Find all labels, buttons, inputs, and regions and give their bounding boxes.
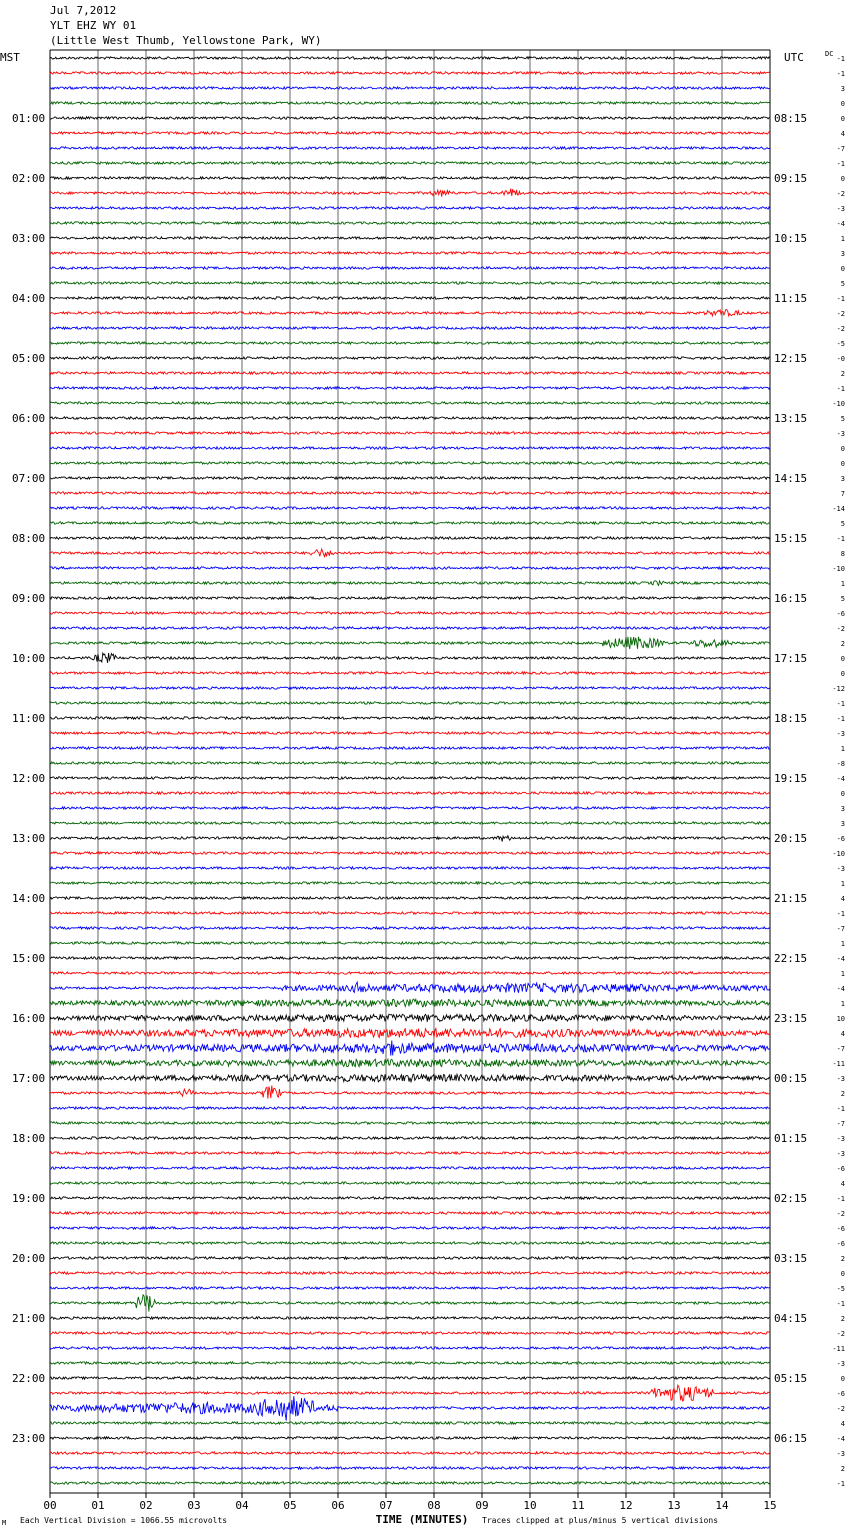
dc-offset-value: -1 [836, 55, 845, 63]
dc-offset-value: -2 [836, 190, 845, 198]
seismic-trace [50, 972, 770, 974]
seismic-trace [50, 432, 770, 434]
seismic-trace [50, 522, 770, 524]
seismic-trace [50, 1227, 770, 1229]
seismic-trace [50, 72, 770, 74]
seismic-trace [50, 549, 770, 557]
seismic-trace [50, 1422, 770, 1424]
seismic-trace [50, 762, 770, 764]
seismic-trace [50, 537, 770, 539]
seismic-trace [50, 777, 770, 779]
dc-offset-value: 3 [840, 805, 845, 813]
utc-hour-label: 05:15 [774, 1372, 808, 1385]
station-name: YLT EHZ WY 01 [50, 19, 137, 32]
dc-offset-value: 5 [840, 415, 845, 423]
seismic-trace [50, 1467, 770, 1469]
utc-hour-label: 19:15 [774, 772, 808, 785]
dc-offset-value: -2 [836, 1405, 845, 1413]
seismic-trace [50, 1317, 770, 1319]
dc-offset-value: -1 [836, 1300, 845, 1308]
seismic-trace [50, 207, 770, 209]
seismic-trace [50, 267, 770, 269]
mst-hour-label: 05:00 [12, 352, 46, 365]
seismic-trace [50, 927, 770, 929]
dc-offset-value: -5 [836, 1285, 845, 1293]
dc-offset-value: 5 [840, 280, 845, 288]
dc-offset-value: 1 [840, 1000, 845, 1008]
mst-hour-label: 08:00 [12, 532, 46, 545]
dc-offset-value: -1 [836, 295, 845, 303]
dc-offset-value: 2 [840, 640, 845, 648]
dc-offset-value: 3 [840, 475, 845, 483]
mst-hour-label: 14:00 [12, 892, 46, 905]
seismic-trace [50, 462, 770, 464]
dc-offset-value: -0 [836, 355, 845, 363]
seismic-trace [50, 310, 770, 316]
mst-hour-label: 06:00 [12, 412, 46, 425]
mst-hour-label: 12:00 [12, 772, 46, 785]
seismic-trace [50, 1137, 770, 1139]
utc-hour-label: 10:15 [774, 232, 808, 245]
dc-offset-value: -4 [836, 220, 845, 228]
dc-offset-value: 2 [840, 1090, 845, 1098]
seismic-trace [50, 653, 770, 663]
dc-offset-value: -7 [836, 1120, 845, 1128]
dc-offset-value: 2 [840, 1465, 845, 1473]
dc-offset-value: -3 [836, 205, 845, 213]
dc-offset-value: 7 [840, 490, 845, 498]
seismic-trace [50, 732, 770, 734]
seismic-trace [50, 999, 770, 1007]
dc-offset-value: -6 [836, 1225, 845, 1233]
dc-offset-value: 3 [840, 85, 845, 93]
seismic-trace [50, 1107, 770, 1109]
dc-offset-value: -1 [836, 1195, 845, 1203]
seismic-trace [50, 807, 770, 809]
dc-offset-value: -6 [836, 610, 845, 618]
seismic-trace [50, 102, 770, 104]
dc-offset-value: 1 [840, 940, 845, 948]
mst-hour-label: 04:00 [12, 292, 46, 305]
seismic-trace [50, 1041, 770, 1056]
dc-offset-value: -3 [836, 730, 845, 738]
seismic-trace [50, 612, 770, 614]
vertical-division-note: Each Vertical Division = 1066.55 microvolts [20, 1516, 228, 1525]
dc-offset-value: -1 [836, 160, 845, 168]
seismic-trace [50, 747, 770, 749]
dc-offset-value: -6 [836, 1240, 845, 1248]
dc-offset-value: -1 [836, 70, 845, 78]
seismic-trace [50, 852, 770, 854]
mst-hour-label: 21:00 [12, 1312, 46, 1325]
dc-offset-value: -14 [832, 505, 845, 513]
x-tick-label: 09 [475, 1499, 489, 1512]
seismic-trace [50, 477, 770, 479]
seismic-trace [50, 1437, 770, 1439]
dc-offset-value: 5 [840, 595, 845, 603]
dc-offset-value: 4 [840, 1180, 845, 1188]
dc-offset-value: 0 [840, 1375, 845, 1383]
seismic-trace [50, 1059, 770, 1067]
x-tick-label: 03 [187, 1499, 201, 1512]
utc-hour-label: 01:15 [774, 1132, 808, 1145]
x-tick-label: 05 [283, 1499, 297, 1512]
station-location: (Little West Thumb, Yellowstone Park, WY) [50, 34, 322, 47]
dc-offset-value: -2 [836, 625, 845, 633]
mst-hour-label: 16:00 [12, 1012, 46, 1025]
dc-offset-labels [832, 55, 845, 1488]
seismic-trace [50, 702, 770, 704]
mst-hour-label: 17:00 [12, 1072, 46, 1085]
seismic-trace [50, 912, 770, 914]
seismic-trace [50, 637, 770, 649]
mst-hour-label: 09:00 [12, 592, 46, 605]
seismic-trace [50, 177, 770, 179]
dc-offset-value: 8 [840, 550, 845, 558]
seismic-trace [50, 57, 770, 59]
clip-note: Traces clipped at plus/minus 5 vertical divisions [482, 1516, 719, 1525]
seismic-trace [50, 327, 770, 329]
seismic-trace [50, 402, 770, 404]
seismic-trace [50, 189, 770, 197]
seismic-trace [50, 492, 770, 494]
seismic-trace [50, 957, 770, 959]
dc-offset-value: -2 [836, 1210, 845, 1218]
seismic-trace [50, 87, 770, 89]
dc-offset-value: -10 [832, 400, 845, 408]
utc-axis-label: UTC [784, 51, 804, 64]
seismic-trace [50, 237, 770, 239]
dc-offset-value: -3 [836, 430, 845, 438]
seismic-trace [50, 372, 770, 374]
utc-hour-label: 15:15 [774, 532, 808, 545]
dc-offset-value: 0 [840, 790, 845, 798]
dc-offset-value: 1 [840, 970, 845, 978]
seismic-trace [50, 1362, 770, 1364]
seismic-trace [50, 1295, 770, 1312]
dc-offset-value: -4 [836, 775, 845, 783]
dc-offset-value: -3 [836, 865, 845, 873]
seismic-trace [50, 1452, 770, 1454]
dc-offset-value: -8 [836, 760, 845, 768]
seismic-trace [50, 1152, 770, 1154]
dc-offset-value: -1 [836, 535, 845, 543]
utc-hour-label: 20:15 [774, 832, 808, 845]
x-tick-label: 06 [331, 1499, 345, 1512]
seismic-trace [50, 1482, 770, 1484]
seismic-trace [50, 792, 770, 794]
dc-offset-value: -4 [836, 985, 845, 993]
dc-offset-value: -1 [836, 1105, 845, 1113]
seismic-trace [50, 507, 770, 509]
dc-offset-value: -11 [832, 1060, 845, 1068]
seismic-trace [50, 297, 770, 299]
mst-hour-label: 18:00 [12, 1132, 46, 1145]
x-tick-label: 07 [379, 1499, 393, 1512]
utc-hour-label: 08:15 [774, 112, 808, 125]
seismic-trace [50, 447, 770, 449]
x-tick-label: 08 [427, 1499, 441, 1512]
dc-offset-value: 1 [840, 235, 845, 243]
dc-offset-value: -3 [836, 1150, 845, 1158]
utc-hour-label: 11:15 [774, 292, 808, 305]
seismic-trace [50, 867, 770, 869]
seismic-trace [50, 357, 770, 359]
utc-hour-label: 02:15 [774, 1192, 808, 1205]
seismic-trace [50, 1122, 770, 1124]
dc-offset-header: DC [825, 50, 834, 58]
seismic-trace [50, 1014, 770, 1022]
seismic-trace [50, 1028, 770, 1037]
mst-hour-label: 22:00 [12, 1372, 46, 1385]
dc-offset-value: 10 [836, 1015, 845, 1023]
dc-offset-value: 0 [840, 445, 845, 453]
dc-offset-value: -4 [836, 1435, 845, 1443]
seismic-trace [50, 252, 770, 254]
time-grid [50, 50, 770, 1498]
seismic-trace [50, 1377, 770, 1379]
dc-offset-value: -2 [836, 1330, 845, 1338]
dc-offset-value: 4 [840, 130, 845, 138]
dc-offset-value: 3 [840, 250, 845, 258]
seismic-trace [50, 117, 770, 119]
seismic-trace [50, 132, 770, 134]
seismic-trace [50, 1182, 770, 1184]
dc-offset-value: 0 [840, 460, 845, 468]
mst-hour-label: 03:00 [12, 232, 46, 245]
seismic-trace [50, 1074, 770, 1082]
dc-offset-value: -1 [836, 1480, 845, 1488]
seismic-trace [50, 342, 770, 344]
dc-offset-value: -10 [832, 565, 845, 573]
mst-hour-label: 15:00 [12, 952, 46, 965]
utc-hour-label: 09:15 [774, 172, 808, 185]
dc-offset-value: -6 [836, 1165, 845, 1173]
dc-offset-value: 4 [840, 1420, 845, 1428]
seismic-trace [50, 1272, 770, 1274]
mst-hour-label: 13:00 [12, 832, 46, 845]
dc-offset-value: -7 [836, 1045, 845, 1053]
dc-offset-value: -2 [836, 310, 845, 318]
dc-offset-value: 2 [840, 1255, 845, 1263]
dc-offset-value: 5 [840, 520, 845, 528]
seismic-trace [50, 1396, 770, 1420]
seismic-trace [50, 147, 770, 149]
seismic-trace [50, 897, 770, 899]
seismic-trace [50, 417, 770, 419]
x-tick-label: 02 [139, 1499, 153, 1512]
dc-offset-value: -7 [836, 925, 845, 933]
utc-hour-label: 23:15 [774, 1012, 808, 1025]
dc-offset-value: 4 [840, 895, 845, 903]
seismic-trace [50, 1197, 770, 1199]
seismic-trace [50, 1257, 770, 1259]
dc-offset-value: 0 [840, 655, 845, 663]
dc-offset-value: 1 [840, 745, 845, 753]
seismic-trace [50, 672, 770, 674]
seismic-trace [50, 1385, 770, 1401]
seismic-trace [50, 1167, 770, 1169]
mst-hour-label: 02:00 [12, 172, 46, 185]
x-axis-label: TIME (MINUTES) [375, 1513, 469, 1526]
seismic-trace [50, 982, 770, 993]
dc-offset-value: -2 [836, 325, 845, 333]
dc-offset-value: -1 [836, 910, 845, 918]
utc-hour-label: 12:15 [774, 352, 808, 365]
x-tick-labels [43, 1499, 776, 1512]
seismic-trace [50, 822, 770, 824]
utc-hour-label: 13:15 [774, 412, 808, 425]
dc-offset-value: -12 [832, 685, 845, 693]
seismic-trace [50, 1086, 770, 1099]
utc-hour-label: 21:15 [774, 892, 808, 905]
dc-offset-value: 1 [840, 580, 845, 588]
dc-offset-value: -7 [836, 145, 845, 153]
utc-hour-label: 17:15 [774, 652, 808, 665]
utc-hour-label: 22:15 [774, 952, 808, 965]
seismic-trace [50, 1347, 770, 1349]
dc-offset-value: -1 [836, 700, 845, 708]
dc-offset-value: -11 [832, 1345, 845, 1353]
mst-hour-label: 19:00 [12, 1192, 46, 1205]
mst-hour-label: 10:00 [12, 652, 46, 665]
seismic-trace [50, 581, 770, 586]
x-tick-label: 14 [715, 1499, 729, 1512]
x-tick-label: 01 [91, 1499, 105, 1512]
seismic-trace [50, 567, 770, 569]
x-tick-label: 12 [619, 1499, 633, 1512]
dc-offset-value: 0 [840, 1270, 845, 1278]
seismic-trace [50, 627, 770, 629]
dc-offset-value: -1 [836, 715, 845, 723]
seismic-trace [50, 387, 770, 389]
seismic-trace [50, 687, 770, 689]
seismic-trace [50, 1332, 770, 1334]
dc-offset-value: 0 [840, 670, 845, 678]
seismic-trace [50, 222, 770, 224]
dc-offset-value: 0 [840, 115, 845, 123]
x-tick-label: 13 [667, 1499, 681, 1512]
mst-hour-label: 01:00 [12, 112, 46, 125]
utc-hour-label: 00:15 [774, 1072, 808, 1085]
dc-offset-value: 1 [840, 880, 845, 888]
seismic-trace [50, 882, 770, 884]
utc-hour-label: 04:15 [774, 1312, 808, 1325]
dc-offset-value: -3 [836, 1075, 845, 1083]
dc-offset-value: -3 [836, 1450, 845, 1458]
dc-offset-value: -3 [836, 1135, 845, 1143]
seismic-trace [50, 1287, 770, 1289]
dc-offset-value: 2 [840, 1315, 845, 1323]
utc-hour-label: 14:15 [774, 472, 808, 485]
seismic-trace [50, 717, 770, 719]
x-tick-label: 04 [235, 1499, 249, 1512]
dc-offset-value: -10 [832, 850, 845, 858]
x-tick-label: 10 [523, 1499, 537, 1512]
mst-hour-label: 23:00 [12, 1432, 46, 1445]
dc-offset-value: 3 [840, 820, 845, 828]
seismic-trace [50, 1212, 770, 1214]
seismic-trace [50, 836, 770, 842]
seismic-trace [50, 282, 770, 284]
seismic-trace [50, 597, 770, 599]
dc-offset-value: -6 [836, 1390, 845, 1398]
dc-offset-value: -1 [836, 385, 845, 393]
mst-axis-label: MST [0, 51, 20, 64]
plot-date: Jul 7,2012 [50, 4, 117, 17]
mst-hour-label: 07:00 [12, 472, 46, 485]
dc-offset-value: -4 [836, 955, 845, 963]
x-tick-label: 00 [43, 1499, 57, 1512]
mst-hour-label: 20:00 [12, 1252, 46, 1265]
x-tick-label: 11 [571, 1499, 585, 1512]
x-tick-label: 15 [763, 1499, 777, 1512]
mst-hour-label: 11:00 [12, 712, 46, 725]
dc-offset-value: 0 [840, 175, 845, 183]
utc-hour-label: 16:15 [774, 592, 808, 605]
dc-offset-value: 2 [840, 370, 845, 378]
utc-hour-label: 03:15 [774, 1252, 808, 1265]
corner-mark: M [2, 1519, 7, 1527]
seismic-trace [50, 162, 770, 164]
dc-offset-value: 0 [840, 100, 845, 108]
dc-offset-value: -3 [836, 1360, 845, 1368]
utc-hour-label: 06:15 [774, 1432, 808, 1445]
utc-hour-label: 18:15 [774, 712, 808, 725]
seismic-trace [50, 1242, 770, 1244]
dc-offset-value: 4 [840, 1030, 845, 1038]
dc-offset-value: -6 [836, 835, 845, 843]
dc-offset-value: -5 [836, 340, 845, 348]
seismic-trace [50, 942, 770, 944]
dc-offset-value: 0 [840, 265, 845, 273]
trace-group [50, 57, 770, 1484]
